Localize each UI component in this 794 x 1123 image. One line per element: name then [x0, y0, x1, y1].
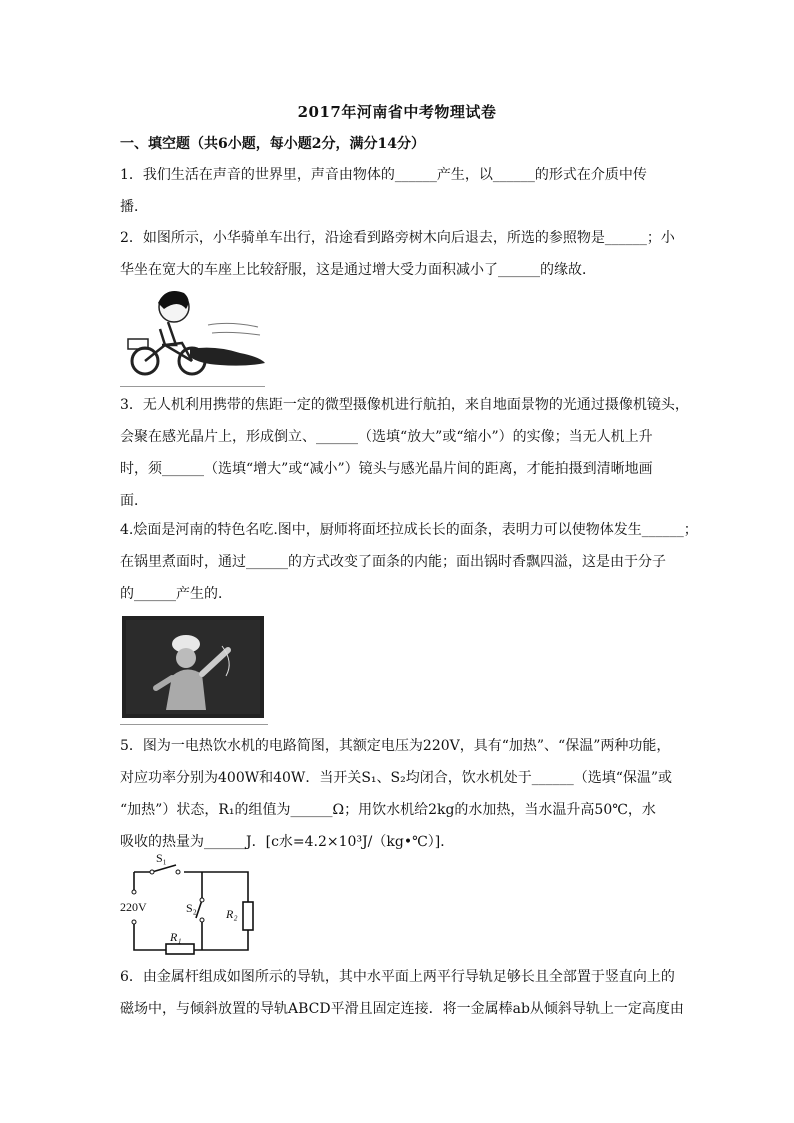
question-3	[120, 389, 689, 517]
section-heading: 一、填空题（共6小题，每小题2分，满分14分）	[120, 136, 425, 152]
question-5-line: “加热”）状态，R₁的组值为______Ω；用饮水机给2kg的水加热，当水温升高50℃，水	[120, 802, 656, 818]
cyclist-figure	[120, 287, 266, 383]
question-2-line: 2．如图所示，小华骑单车出行，沿途看到路旁树木向后退去，所选的参照物是______；小	[120, 230, 675, 246]
question-4-line: 的______产生的．	[120, 586, 232, 602]
figure-divider	[120, 386, 265, 387]
question-3-line: 会聚在感光晶片上，形成倒立、______（选填“放大”或“缩小”）的实像；当无人机上升	[120, 429, 653, 445]
question-5-line: 5．图为一电热饮水机的电路简图，其额定电压为220V，具有“加热”、“保温”两种功能，	[120, 738, 671, 754]
question-1	[120, 159, 680, 223]
resistor-r2-label: R₂	[226, 907, 238, 921]
question-1-line: 1．我们生活在声音的世界里，声音由物体的______产生，以______的形式在介质中传	[120, 167, 647, 183]
question-6	[120, 961, 684, 1025]
question-4	[120, 514, 698, 610]
question-3-line: 时，须______（选填“增大”或“减小”）镜头与感光晶片间的距离，才能拍摄到清晰地画	[120, 461, 653, 477]
question-2-line: 华坐在宽大的车座上比较舒服，这是通过增大受力面积减小了______的缘故．	[120, 262, 596, 278]
page-title: 2017年河南省中考物理试卷	[297, 103, 497, 121]
question-1-line: 播．	[120, 199, 148, 215]
question-5-line: 对应功率分别为400W和40W．当开关S₁、S₂均闭合，饮水机处于______（选填“保温”或	[120, 770, 673, 786]
question-3-line: 面．	[120, 493, 148, 509]
resistor-r1-label: R₁	[170, 930, 182, 944]
circuit-diagram	[118, 852, 264, 960]
switch-s1-label: S₁	[156, 852, 167, 865]
question-5-line: 吸收的热量为______J．[c水=4.2×10³J/（kg•℃）]．	[120, 834, 455, 850]
question-4-line: 4.烩面是河南的特色名吃.图中，厨师将面坯拉成长长的面条，表明力可以使物体发生______；	[120, 522, 698, 538]
question-6-line: 6．由金属杆组成如图所示的导轨，其中水平面上两平行导轨足够长且全部置于竖直向上的	[120, 969, 675, 985]
question-6-line: 磁场中，与倾斜放置的导轨ABCD平滑且固定连接．将一金属棒ab从倾斜导轨上一定高度由	[120, 1001, 684, 1017]
question-4-line: 在锅里煮面时，通过______的方式改变了面条的内能；面出锅时香飘四溢，这是由于分子	[120, 554, 666, 570]
question-5	[120, 730, 680, 858]
chef-photo	[122, 616, 264, 718]
figure-divider	[120, 724, 268, 725]
voltage-label: 220V	[120, 900, 147, 914]
switch-s2-label: S₂	[186, 901, 197, 915]
question-3-line: 3．无人机利用携带的焦距一定的微型摄像机进行航拍，来自地面景物的光通过摄像机镜头，	[120, 397, 689, 413]
question-2	[120, 222, 680, 286]
